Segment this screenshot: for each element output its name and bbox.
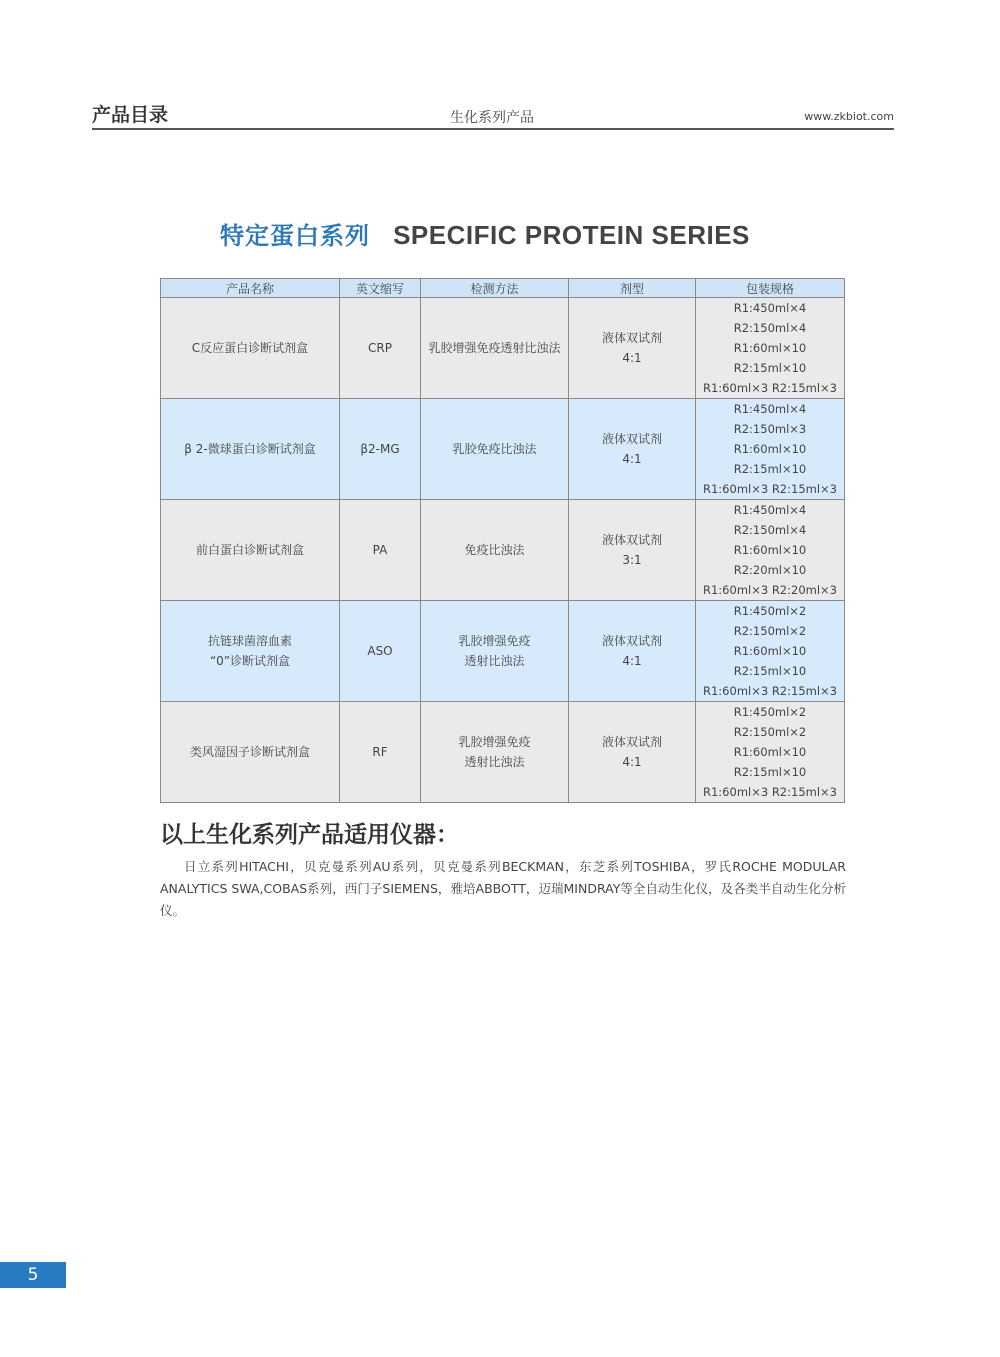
applicable-instruments-title: 以上生化系列产品适用仪器： — [160, 822, 459, 848]
table-row — [161, 702, 845, 803]
series-title — [220, 216, 750, 251]
header-form: 剂型 — [569, 279, 696, 298]
catalog-label: 产品目录 — [92, 104, 169, 126]
header-method: 检测方法 — [421, 279, 569, 298]
page-number: 5 — [0, 1262, 66, 1288]
applicable-instruments-text: 日立系列HITACHI，贝克曼系列AU系列，贝克曼系列BECKMAN，东芝系列TOSHIBA，罗氏ROCHE MODULAR ANALYTICS SWA,COBAS系列，西门子SIEMENS，雅培ABBOTT，迈瑞MINDRAY等全自动生化仪，及各类半自动生化分析仪。 — [160, 859, 846, 918]
cell-form: 液体双试剂 4:1 — [569, 399, 696, 500]
cell-abbreviation: PA — [340, 500, 421, 601]
cell-packaging: R1:450ml×2 R2:150ml×2 R1:60ml×10 R2:15ml×10 R1:60ml×3 R2:15ml×3 — [696, 702, 845, 803]
cell-method: 乳胶增强免疫 透射比浊法 — [421, 702, 569, 803]
cell-form: 液体双试剂 3:1 — [569, 500, 696, 601]
table-row — [161, 500, 845, 601]
cell-method: 免疫比浊法 — [421, 500, 569, 601]
cell-form: 液体双试剂 4:1 — [569, 298, 696, 399]
section-label: 生化系列产品 — [450, 110, 534, 126]
table-row — [161, 601, 845, 702]
cell-method: 乳胶免疫比浊法 — [421, 399, 569, 500]
cell-form: 液体双试剂 4:1 — [569, 702, 696, 803]
cell-form: 液体双试剂 4:1 — [569, 601, 696, 702]
cell-product-name: 前白蛋白诊断试剂盒 — [161, 500, 340, 601]
table-row — [161, 298, 845, 399]
series-title-en: SPECIFIC PROTEIN SERIES — [393, 220, 750, 250]
cell-packaging: R1:450ml×4 R2:150ml×4 R1:60ml×10 R2:15ml×10 R1:60ml×3 R2:15ml×3 — [696, 298, 845, 399]
cell-packaging: R1:450ml×4 R2:150ml×4 R1:60ml×10 R2:20ml×10 R1:60ml×3 R2:20ml×3 — [696, 500, 845, 601]
cell-method: 乳胶增强免疫 透射比浊法 — [421, 601, 569, 702]
cell-abbreviation: RF — [340, 702, 421, 803]
series-title-cn: 特定蛋白系列 — [220, 222, 370, 250]
header-product-name: 产品名称 — [161, 279, 340, 298]
cell-packaging: R1:450ml×2 R2:150ml×2 R1:60ml×10 R2:15ml×10 R1:60ml×3 R2:15ml×3 — [696, 601, 845, 702]
cell-product-name: C反应蛋白诊断试剂盒 — [161, 298, 340, 399]
cell-product-name: 类风湿因子诊断试剂盒 — [161, 702, 340, 803]
cell-packaging: R1:450ml×4 R2:150ml×3 R1:60ml×10 R2:15ml×10 R1:60ml×3 R2:15ml×3 — [696, 399, 845, 500]
cell-method: 乳胶增强免疫透射比浊法 — [421, 298, 569, 399]
table-header-row — [161, 279, 845, 298]
website-link[interactable]: www.zkbiot.com — [804, 110, 894, 123]
cell-abbreviation: CRP — [340, 298, 421, 399]
cell-product-name: β 2-微球蛋白诊断试剂盒 — [161, 399, 340, 500]
cell-product-name: 抗链球菌溶血素 “0”诊断试剂盒 — [161, 601, 340, 702]
header-packaging: 包装规格 — [696, 279, 845, 298]
table-row — [161, 399, 845, 500]
cell-abbreviation: ASO — [340, 601, 421, 702]
product-table — [160, 278, 845, 803]
header-abbreviation: 英文缩写 — [340, 279, 421, 298]
cell-abbreviation: β2-MG — [340, 399, 421, 500]
page-header — [92, 100, 894, 130]
